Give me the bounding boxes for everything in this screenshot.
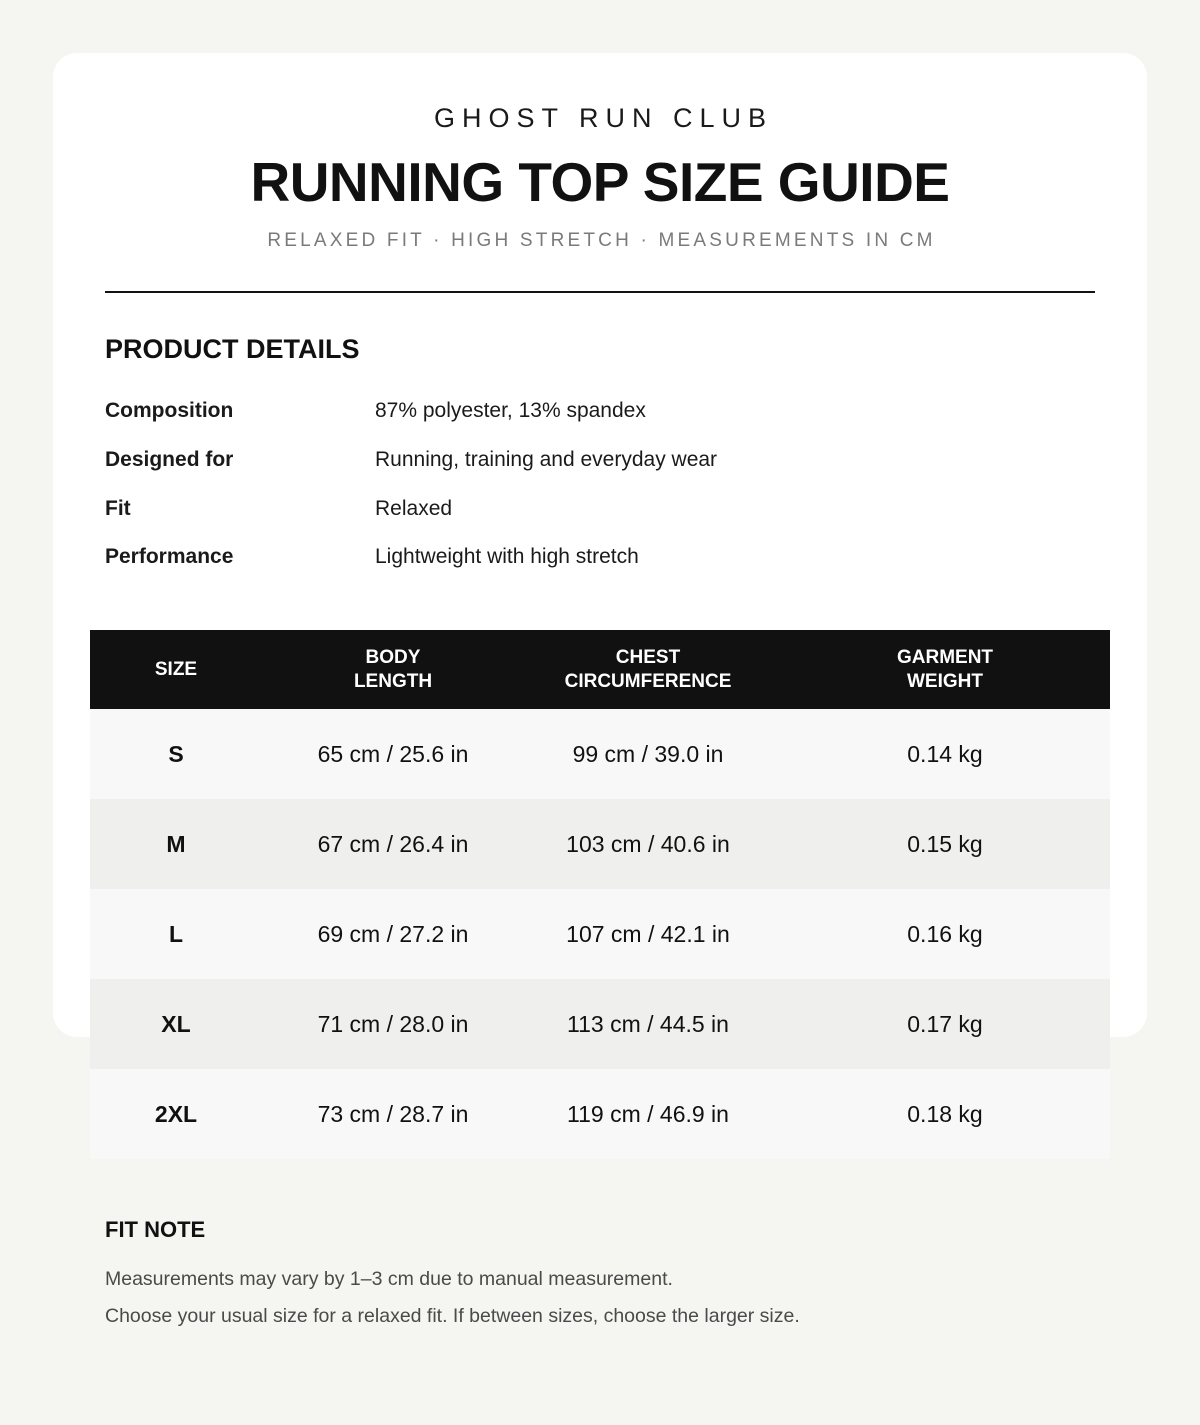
- detail-row-designed-for: [105, 448, 1005, 478]
- size-table: [90, 630, 1110, 1159]
- cell-chest: 107 cm / 42.1 in: [566, 920, 730, 947]
- table-row: [90, 799, 1110, 889]
- cell-chest: 103 cm / 40.6 in: [566, 830, 730, 857]
- page-title: RUNNING TOP SIZE GUIDE: [250, 151, 950, 213]
- detail-row-fit: [105, 497, 1005, 527]
- cell-size: S: [168, 740, 184, 767]
- detail-key: Performance: [105, 545, 234, 568]
- detail-key: Fit: [105, 497, 131, 520]
- detail-value: Relaxed: [375, 497, 453, 520]
- fit-note-line: Measurements may vary by 1–3 cm due to manual measurement.: [105, 1268, 673, 1290]
- table-row: [90, 979, 1110, 1069]
- cell-chest: 119 cm / 46.9 in: [567, 1100, 729, 1127]
- cell-body-length: 67 cm / 26.4 in: [317, 830, 469, 857]
- cell-body-length: 71 cm / 28.0 in: [317, 1010, 469, 1037]
- product-details-title: PRODUCT DETAILS: [105, 334, 360, 364]
- fit-note-line: Choose your usual size for a relaxed fit. If between sizes, choose the larger size.: [105, 1305, 800, 1327]
- detail-row-performance: [105, 545, 1005, 575]
- column-header-chest: CHEST CIRCUMFERENCE: [564, 646, 732, 692]
- cell-size: 2XL: [154, 1100, 198, 1127]
- detail-row-composition: [105, 399, 1005, 429]
- fit-note-title: FIT NOTE: [105, 1217, 206, 1242]
- column-header-size: SIZE: [154, 658, 198, 680]
- cell-body-length: 65 cm / 25.6 in: [317, 740, 469, 767]
- cell-chest: 99 cm / 39.0 in: [572, 740, 724, 767]
- cell-size: M: [166, 830, 186, 857]
- table-row: [90, 709, 1110, 799]
- detail-value: Lightweight with high stretch: [375, 545, 639, 568]
- table-row: [90, 1069, 1110, 1159]
- table-row: [90, 889, 1110, 979]
- cell-size: XL: [161, 1010, 191, 1037]
- divider: [105, 291, 1095, 293]
- cell-weight: 0.14 kg: [907, 740, 983, 767]
- cell-weight: 0.15 kg: [907, 830, 983, 857]
- column-header-body-length: BODY LENGTH: [353, 646, 433, 692]
- cell-chest: 113 cm / 44.5 in: [567, 1010, 729, 1037]
- detail-value: 87% polyester, 13% spandex: [375, 399, 646, 422]
- detail-value: Running, training and everyday wear: [375, 448, 718, 471]
- detail-key: Composition: [105, 399, 234, 422]
- cell-body-length: 69 cm / 27.2 in: [317, 920, 469, 947]
- cell-weight: 0.17 kg: [907, 1010, 983, 1037]
- detail-key: Designed for: [105, 448, 234, 471]
- page-subtitle: RELAXED FIT · HIGH STRETCH · MEASUREMENTS IN CM: [267, 230, 936, 251]
- cell-weight: 0.18 kg: [907, 1100, 983, 1127]
- table-header: [90, 630, 1110, 709]
- cell-body-length: 73 cm / 28.7 in: [317, 1100, 469, 1127]
- brand-name: GHOST RUN CLUB: [433, 103, 774, 133]
- cell-weight: 0.16 kg: [907, 920, 983, 947]
- cell-size: L: [168, 920, 184, 947]
- column-header-weight: GARMENT WEIGHT: [896, 646, 994, 692]
